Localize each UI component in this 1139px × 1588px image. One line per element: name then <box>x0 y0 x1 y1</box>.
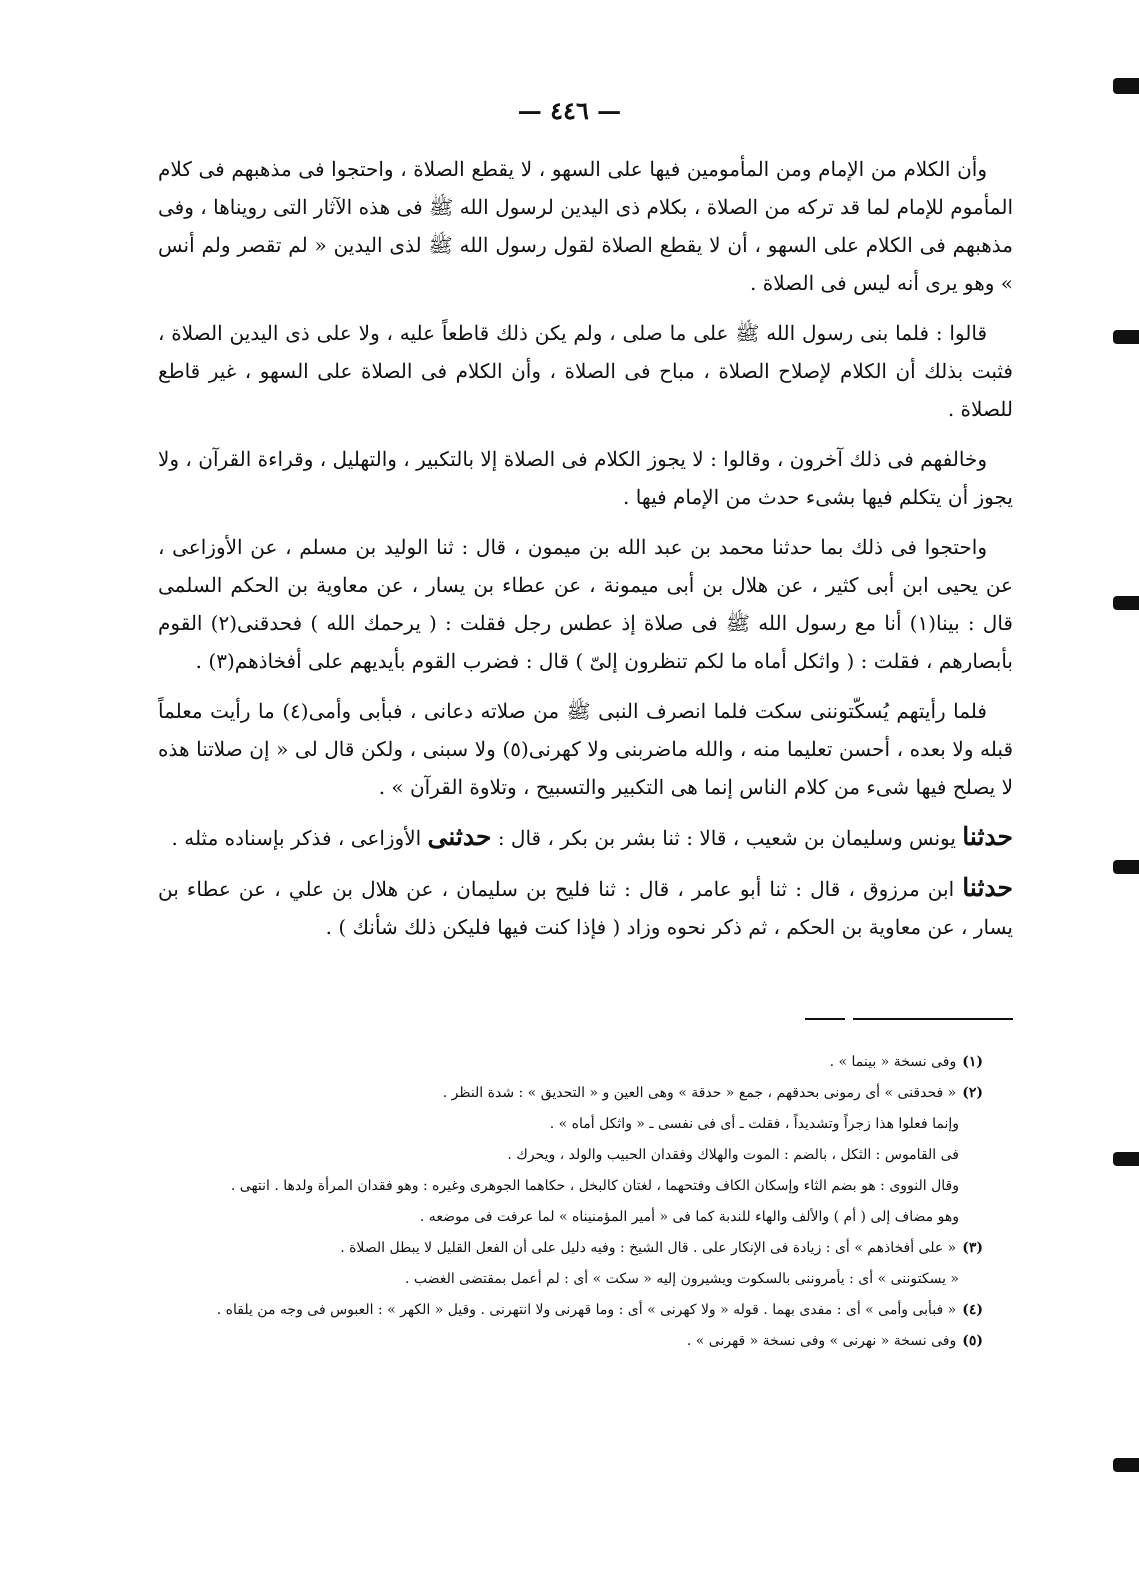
edge-mark <box>1113 330 1139 344</box>
page-number: — ٤٤٦ — <box>517 96 622 125</box>
footnote-text: « على أفخاذهم » أى : زيادة فى الإنكار على . قال الشيخ : وفيه دليل على أن الفعل القليل لا يبطل الصلاة . <box>340 1240 957 1256</box>
edge-mark <box>1113 1152 1139 1166</box>
hadith-text: الأوزاعى ، فذكر بإسناده مثله . <box>171 826 428 850</box>
hadith-keyword: حدثنا <box>962 873 1013 902</box>
footnote-text: وإنما فعلوا هذا زجراً وتشديداً ، فقلت ـ أى فى نفسى ـ « واثكل أماه » . <box>549 1116 959 1132</box>
hadith-text: يونس وسليمان بن شعيب ، قالا : ثنا بشر بن بكر ، قال : <box>491 826 963 850</box>
paragraph: قالوا : فلما بنى رسول الله ﷺ على ما صلى ، ولم يكن ذلك قاطعاً عليه ، ولا على ذى اليدين الصلاة ، فثبت بذلك أن الكلام لإصلاح الصلاة ، مباح فى الصلاة ، وأن الكلام فى الصلاة على السهو ، غير قاطع للصلاة . <box>158 321 1013 421</box>
edge-mark <box>1113 78 1139 94</box>
edge-mark <box>1113 596 1139 610</box>
footnote-text: « فبأبى وأمى » أى : مفدى بهما . قوله « ولا كهرنى » أى : وما قهرنى ولا انتهرنى . وقيل « الكهر » : العبوس فى وجه من يلقاه . <box>216 1302 957 1318</box>
footnote-continuation <box>160 1172 983 1201</box>
footnote-number: (٤) <box>962 1302 983 1318</box>
hadith-block <box>158 869 1013 946</box>
footnote-number: (١) <box>962 1054 983 1070</box>
footnote <box>160 1234 983 1263</box>
footnote-text: وهو مضاف إلى ( أم ) والألف والهاء للندبة كما فى « أمير المؤمنيناه » لما عرفت فى موضعه . <box>419 1209 959 1225</box>
footnote-number: (٥) <box>962 1333 983 1349</box>
footnote-separator <box>805 1018 1013 1020</box>
footnote-text: وقال النووى : هو بضم الثاء وإسكان الكاف وفتحهما ، لغتان كالبخل ، حكاهما الجوهرى وغيره : وهو فقدان المرأة ولدها . انتهى . <box>230 1178 959 1194</box>
footnote <box>160 1079 983 1108</box>
edge-mark <box>1113 860 1139 874</box>
footnote-text: « فحدقنى » أى رمونى بحدقهم ، جمع « حدقة » وهى العين و « التحديق » : شدة النظر . <box>442 1085 957 1101</box>
footnote-text: وفى نسخة « بينما » . <box>829 1054 957 1070</box>
footnote-continuation <box>160 1141 983 1170</box>
paragraph: وأن الكلام من الإمام ومن المأمومين فيها على السهو ، لا يقطع الصلاة ، واحتجوا فى مذهبهم فى كلام المأموم للإمام لما قد تركه من الصلاة ، بكلام ذى اليدين لرسول الله ﷺ فى هذه الآثار التى رويناها ، وفى مذهبهم فى الكلام على السهو ، أن لا يقطع الصلاة لقول رسول الله ﷺ لذى اليدين « لم تقصر ولم أنس » وهو يرى أنه ليس فى الصلاة . <box>158 157 1013 295</box>
footnote <box>160 1327 983 1356</box>
hadith-text: ابن مرزوق ، قال : ثنا أبو عامر ، قال : ثنا فليح بن سليمان ، عن هلال بن علي ، عن عطاء بن يسار ، عن معاوية بن الحكم ، ثم ذكر نحوه وزاد ( فإذا كنت فيها فليكن ذلك شأنك ) . <box>158 877 1013 939</box>
hadith-block <box>158 818 1013 857</box>
separator-gap <box>845 1015 853 1023</box>
paragraph: واحتجوا فى ذلك بما حدثنا محمد بن عبد الله بن ميمون ، قال : ثنا الوليد بن مسلم ، عن الأوزاعى ، عن يحيى ابن أبى كثير ، عن هلال بن أبى ميمونة ، عن عطاء بن يسار ، عن معاوية بن الحكم السلمى قال : بينا(١) أنا مع رسول الله ﷺ فى صلاة إذ عطس رجل فقلت : ( يرحمك الله ) فحدقنى(٢) القوم بأبصارهم ، فقلت : ( واثكل أماه ما لكم تنظرون إلىّ ) قال : فضرب القوم بأيديهم على أفخاذهم(٣) . <box>158 535 1013 673</box>
footnotes <box>160 1048 983 1358</box>
footnote <box>160 1296 983 1325</box>
footnote <box>160 1048 983 1077</box>
footnote-number: (٣) <box>962 1240 983 1256</box>
footnote-text: فى القاموس : الثكل ، بالضم : الموت والهلاك وفقدان الحبيب والولد ، ويحرك . <box>507 1147 959 1163</box>
paragraph: وخالفهم فى ذلك آخرون ، وقالوا : لا يجوز الكلام فى الصلاة إلا بالتكبير ، والتهليل ، وقراءة القرآن ، ولا يجوز أن يتكلم فيها بشىء حدث من الإمام فيها . <box>158 447 1013 509</box>
hadith-keyword: حدثنا <box>962 822 1013 851</box>
hadith-keyword: حدثنى <box>427 822 492 851</box>
paragraph: فلما رأيتهم يُسكّتوننى سكت فلما انصرف النبى ﷺ من صلاته دعانى ، فبأبى وأمى(٤) ما رأيت معلماً قبله ولا بعده ، أحسن تعليما منه ، والله ماضربنى ولا كهرنى(٥) ولا سبنى ، ولكن قال لى « إن صلاتنا هذه لا يصلح فيها شىء من كلام الناس إنما هى التكبير والتسبيح ، وتلاوة القرآن » . <box>158 699 1014 799</box>
footnote-continuation <box>160 1110 983 1139</box>
footnote-text: « يسكتوننى » أى : يأمروننى بالسكوت ويشيرون إليه « سكت » أى : لم أعمل بمقتضى الغضب . <box>405 1271 959 1287</box>
footnote-continuation <box>160 1265 983 1294</box>
edge-mark <box>1113 1458 1139 1472</box>
footnote-number: (٢) <box>962 1085 983 1101</box>
footnote-continuation <box>160 1203 983 1232</box>
footnote-text: وفى نسخة « نهرنى » وفى نسخة « قهرنى » . <box>686 1333 957 1349</box>
main-text <box>158 150 1013 958</box>
